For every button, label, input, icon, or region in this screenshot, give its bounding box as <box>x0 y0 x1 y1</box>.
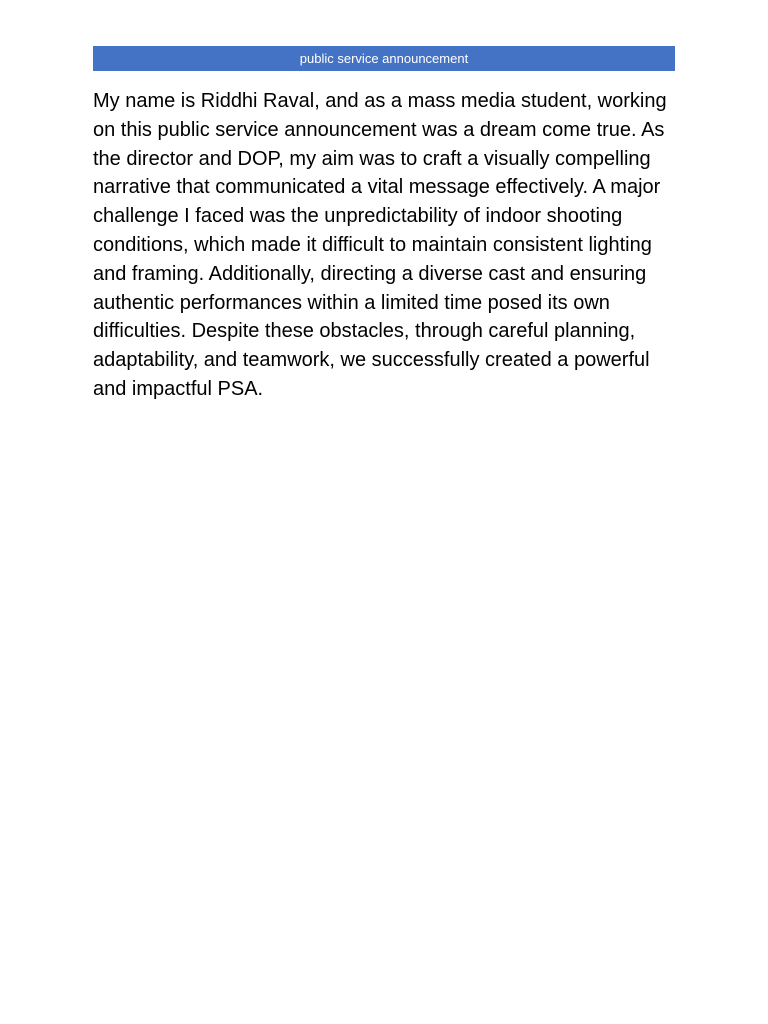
header-banner: public service announcement <box>93 46 675 71</box>
body-paragraph: My name is Riddhi Raval, and as a mass media student, working on this public service announcement was a dream come true. As the director and DOP, my aim was to craft a visually compelling narrative that communicated a vital message effectively. A major challenge I faced was the unpredictability of indoor shooting conditions, which made it difficult to maintain consistent lighting and framing. Additionally, directing a diverse cast and ensuring authentic performances within a limited time posed its own difficulties. Despite these obstacles, through careful planning, adaptability, and teamwork, we successfully created a powerful and impactful PSA. <box>93 90 667 400</box>
